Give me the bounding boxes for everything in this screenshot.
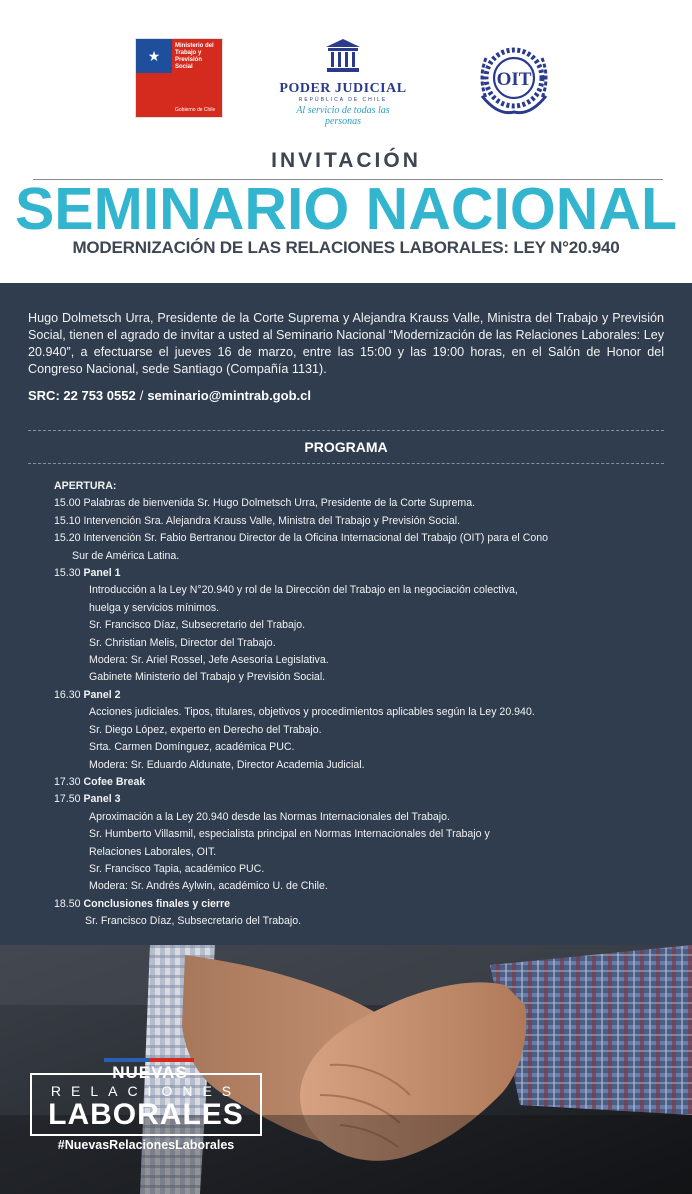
program-list (54, 478, 644, 931)
program-time: 17.30 (54, 775, 81, 788)
program-time: 17.50 (54, 793, 81, 806)
program-panel-label: Panel 2 (83, 688, 121, 701)
invitation-kicker: INVITACIÓN (271, 149, 421, 172)
poder-judicial-logo (278, 38, 408, 127)
program-item: Sr. Francisco Díaz, Subsecretario del Trabajo. (85, 915, 302, 928)
program-panel-label: Panel 1 (83, 567, 121, 580)
program-coffee-break (54, 774, 644, 791)
poder-judicial-name: PODER JUDICIAL (279, 81, 407, 96)
mintrab-name: Ministerio del Trabajo y Previsión Social (175, 43, 214, 70)
flag-bar (104, 1058, 194, 1062)
program-time: 16.30 (54, 688, 81, 701)
program-closing-label: Conclusiones finales y cierre (83, 897, 231, 910)
program-panel-label: Panel 3 (83, 793, 121, 806)
program-item: Sr. Humberto Villasmil, especialista principal en Normas Internacionales del Trabajo y (89, 828, 490, 841)
chile-flag-icon (136, 39, 172, 117)
program-closing (54, 896, 644, 913)
invitation-body (0, 283, 692, 945)
program-item: Sr. Christian Melis, Director del Trabajo. (89, 636, 276, 649)
program-item: Srta. Carmen Domínguez, académica PUC. (89, 741, 295, 754)
program-item: 15.20 Intervención Sr. Fabio Bertranou Director de la Oficina Internacional del Trabajo (OIT) para el Cono (54, 532, 549, 545)
program-time: 18.50 (54, 897, 81, 910)
page-title: SEMINARIO NACIONAL (14, 176, 678, 242)
poder-judicial-sub: REPÚBLICA DE CHILE (298, 97, 388, 103)
program-item: Sr. Diego López, experto en Derecho del Trabajo. (89, 723, 322, 736)
campaign-line-3: LABORALES (48, 1098, 244, 1131)
program-item: Aproximación a la Ley 20.940 desde las Normas Internacionales del Trabajo. (89, 810, 450, 823)
dashed-divider (28, 463, 664, 464)
program-item: Introducción a la Ley N°20.940 y rol de la Dirección del Trabajo en la negociación colectiva, (89, 584, 518, 597)
star-icon: ★ (147, 48, 161, 65)
campaign-line-1: NUEVAS (112, 1063, 188, 1082)
program-item: Acciones judiciales. Tipos, titulares, objetivos y procedimientos aplicables según la Ley 20.940. (89, 706, 535, 719)
contact-separator: / (139, 388, 144, 403)
program-panel-1 (54, 565, 644, 582)
mintrab-footer: Gobierno de Chile (175, 106, 216, 113)
program-item: 15.00 Palabras de bienvenida Sr. Hugo Dolmetsch Urra, Presidente de la Corte Suprema. (54, 497, 476, 510)
header (0, 0, 692, 283)
program-item: Modera: Sr. Ariel Rossel, Jefe Asesoría Legislativa. (89, 654, 329, 667)
campaign-line-2: RELACIONES (50, 1083, 242, 1099)
program-item: Sr. Francisco Tapia, académico PUC. (89, 862, 265, 875)
program-title: PROGRAMA (304, 439, 388, 455)
contact-phone: SRC: 22 753 0552 (28, 388, 136, 403)
program-item: 15.10 Intervención Sra. Alejandra Krauss Valle, Ministra del Trabajo y Previsión Social. (54, 514, 461, 527)
oit-name: OIT (496, 69, 532, 90)
program-break-label: Cofee Break (83, 775, 146, 788)
program-panel-3 (54, 791, 644, 808)
program-time: 15.30 (54, 567, 81, 580)
program-section-apertura: APERTURA: (54, 480, 117, 492)
program-item-continued: Sur de América Latina. (72, 549, 180, 562)
program-item: huelga y servicios mínimos. (89, 601, 220, 614)
courthouse-icon (324, 38, 362, 74)
program-item: Gabinete Ministerio del Trabajo y Previsión Social. (89, 671, 326, 684)
contact-line (28, 388, 311, 403)
program-item: Relaciones Laborales, OIT. (89, 845, 217, 858)
program-item: Modera: Sr. Andrés Aylwin, académico U. de Chile. (89, 880, 328, 893)
oit-logo (468, 38, 560, 118)
poder-judicial-tagline: Al servicio de todas las personas (296, 105, 390, 127)
program-item: Modera: Sr. Eduardo Aldunate, Director Academia Judicial. (89, 758, 365, 771)
program-panel-2 (54, 687, 644, 704)
page-subtitle: MODERNIZACIÓN DE LAS RELACIONES LABORALES: LEY N°20.940 (72, 238, 620, 257)
contact-email-link[interactable]: seminario@mintrab.gob.cl (147, 388, 311, 403)
mintrab-logo (135, 38, 223, 118)
intro-paragraph: Hugo Dolmetsch Urra, Presidente de la Corte Suprema y Alejandra Krauss Valle, Ministra del Trabajo y Previsión Social, tienen el agrado de invitar a usted al Seminario Nacional “Modernización de las Relaciones Laborales: Ley 20.940”, a efectuarse el jueves 16 de marzo, entre las 15:00 y las 19:00 horas, en el Salón de Honor del Congreso Nacional, sede Santiago (Compañía 1131). (28, 311, 664, 376)
nuevas-relaciones-laborales-logo (30, 1058, 262, 1158)
campaign-hashtag[interactable]: #NuevasRelacionesLaborales (57, 1138, 235, 1152)
dashed-divider (28, 430, 664, 431)
program-item: Sr. Francisco Díaz, Subsecretario del Trabajo. (89, 619, 306, 632)
